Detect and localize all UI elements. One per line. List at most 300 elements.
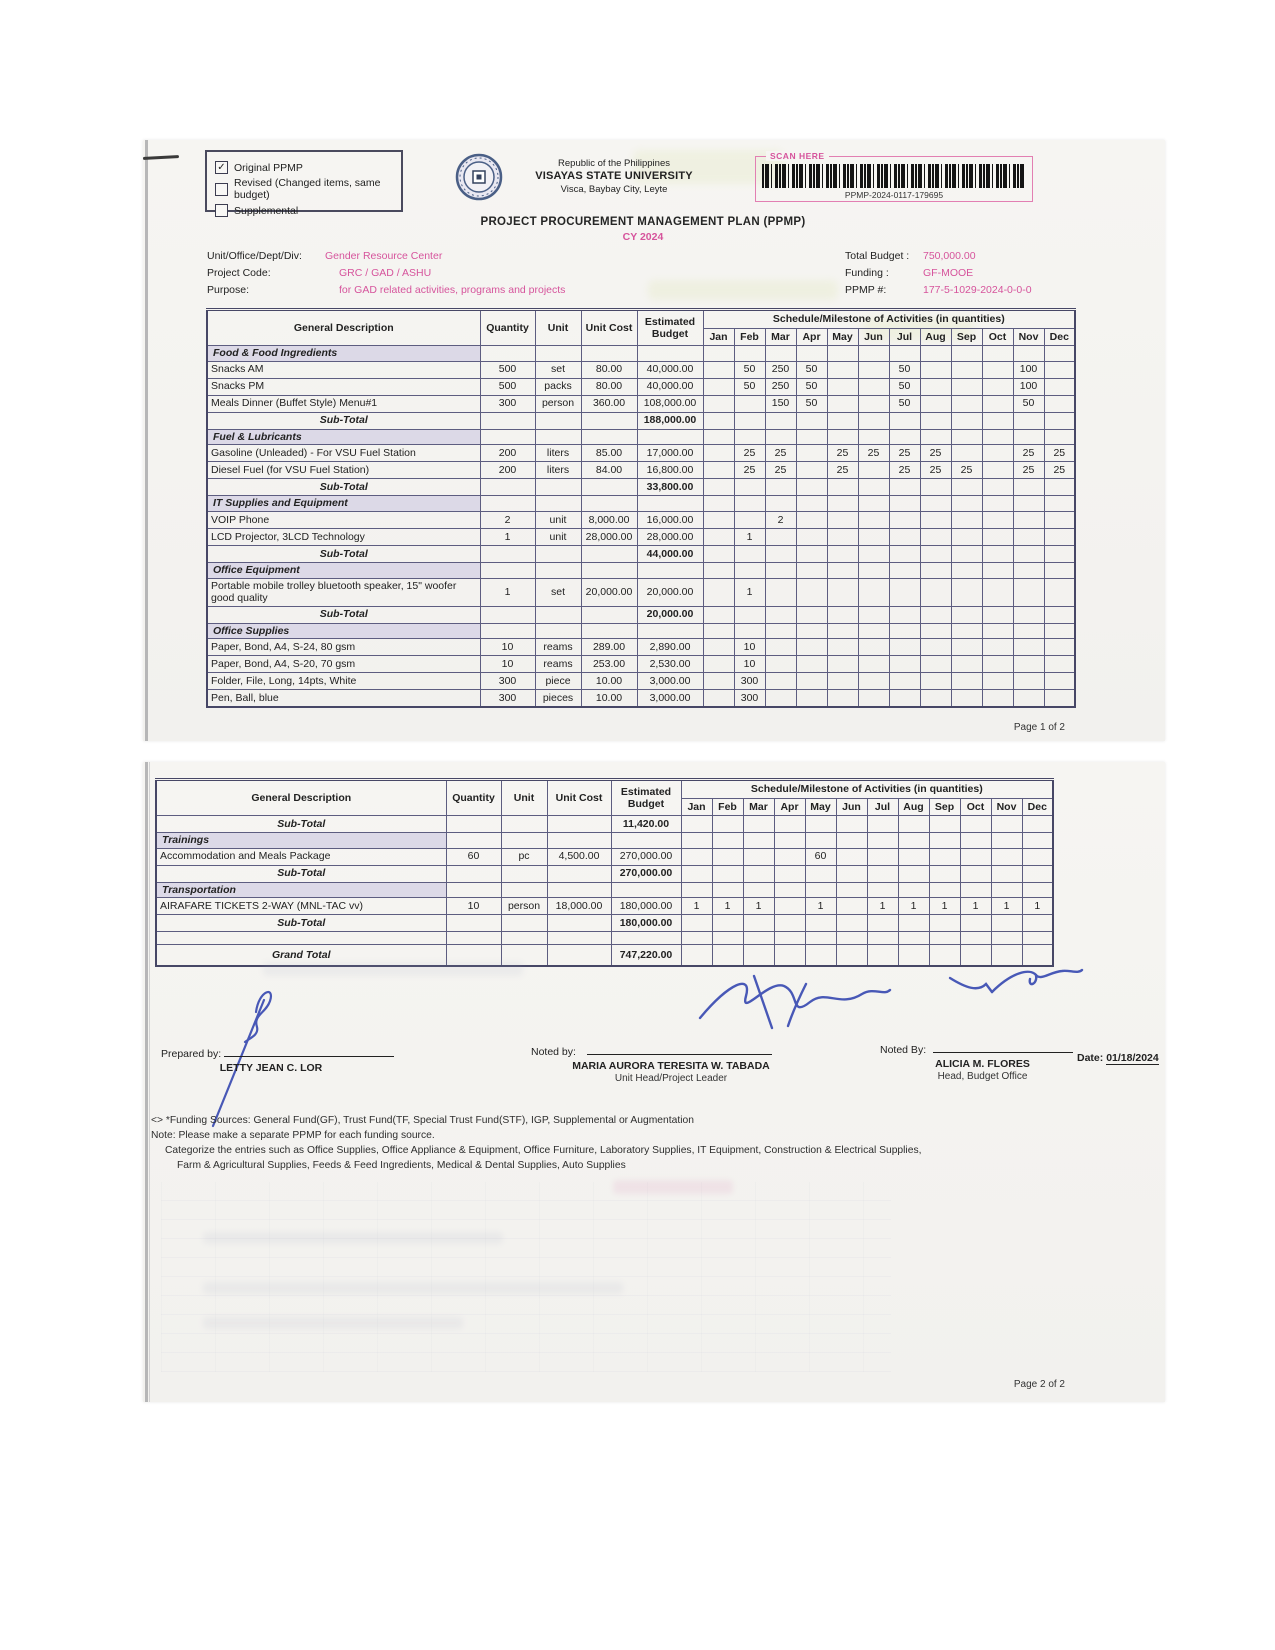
noted-by-block-1	[531, 1042, 811, 1084]
empty-cell	[501, 816, 547, 833]
month-quantity-cell	[703, 361, 734, 378]
month-quantity-cell	[951, 378, 982, 395]
month-cell	[920, 623, 951, 639]
month-cell	[867, 816, 898, 833]
empty-cell	[712, 932, 743, 945]
empty-cell	[581, 606, 637, 623]
month-cell	[982, 346, 1013, 362]
month-cell	[982, 545, 1013, 562]
empty-cell	[637, 429, 703, 445]
month-quantity-cell	[796, 639, 827, 656]
month-quantity-cell	[1044, 639, 1075, 656]
total-amount-cell: 270,000.00	[611, 865, 681, 882]
empty-cell	[898, 932, 929, 945]
total-label-cell: Sub-Total	[207, 479, 480, 496]
month-quantity-cell	[858, 378, 889, 395]
empty-cell	[637, 346, 703, 362]
empty-cell	[805, 932, 836, 945]
month-cell	[858, 545, 889, 562]
bleed-through-ghost	[203, 1282, 623, 1294]
month-quantity-cell	[920, 511, 951, 528]
signature-line	[933, 1040, 1073, 1053]
month-cell	[712, 915, 743, 932]
total-label-cell: Sub-Total	[156, 865, 446, 882]
month-quantity-cell	[982, 361, 1013, 378]
empty-cell	[480, 346, 535, 362]
unit-cost-cell: 10.00	[581, 690, 637, 707]
ppmp-type-checkbox-panel	[205, 150, 403, 217]
month-quantity-cell	[765, 690, 796, 707]
unit-cell: pc	[501, 848, 547, 865]
month-cell	[867, 833, 898, 849]
meta-value: Gender Resource Center	[325, 250, 443, 262]
empty-cell	[535, 429, 581, 445]
section-row	[207, 346, 1075, 362]
month-cell	[1013, 346, 1044, 362]
month-cell	[827, 623, 858, 639]
month-quantity-cell	[951, 361, 982, 378]
empty-cell	[480, 545, 535, 562]
item-description-cell: AIRAFARE TICKETS 2-WAY (MNL-TAC vv)	[156, 898, 446, 915]
empty-cell	[867, 932, 898, 945]
month-cell	[734, 623, 765, 639]
empty-cell	[535, 412, 581, 429]
month-quantity-cell	[765, 656, 796, 673]
month-quantity-cell	[951, 511, 982, 528]
quantity-cell: 200	[480, 445, 535, 462]
month-cell	[827, 562, 858, 578]
item-description-cell: LCD Projector, 3LCD Technology	[207, 528, 480, 545]
month-quantity-cell	[703, 395, 734, 412]
letterhead-country: Republic of the Philippines	[558, 158, 670, 169]
estimated-budget-cell: 28,000.00	[637, 528, 703, 545]
month-quantity-cell	[703, 673, 734, 690]
total-amount-cell: 747,220.00	[611, 945, 681, 966]
month-cell	[805, 865, 836, 882]
month-quantity-cell	[765, 673, 796, 690]
month-quantity-cell: 100	[1013, 378, 1044, 395]
month-cell	[929, 882, 960, 898]
section-title-cell: IT Supplies and Equipment	[207, 496, 480, 512]
month-cell	[889, 545, 920, 562]
month-quantity-cell	[1044, 378, 1075, 395]
month-quantity-cell: 1	[681, 898, 712, 915]
unit-cell: person	[535, 395, 581, 412]
month-cell	[765, 479, 796, 496]
month-cell	[960, 945, 991, 966]
month-quantity-cell: 150	[765, 395, 796, 412]
month-quantity-cell: 25	[889, 462, 920, 479]
empty-cell	[547, 915, 611, 932]
empty-cell	[637, 562, 703, 578]
noted-by-label: Noted by:	[531, 1046, 576, 1058]
month-quantity-cell	[920, 578, 951, 606]
footnote-line: Categorize the entries such as Office Supplies, Office Appliance & Equipment, Office Furniture, Laboratory Supplies, IT Equipment, Construction & Electrical Supplies,	[165, 1144, 922, 1156]
empty-cell	[547, 816, 611, 833]
month-cell	[1044, 562, 1075, 578]
meta-value: GRC / GAD / ASHU	[339, 266, 432, 279]
checkbox-empty-icon	[215, 183, 228, 196]
empty-cell	[547, 932, 611, 945]
month-header: Nov	[1013, 328, 1044, 346]
meta-value: GF-MOOE	[923, 266, 974, 279]
month-quantity-cell: 60	[805, 848, 836, 865]
month-quantity-cell	[951, 690, 982, 707]
quantity-cell: 10	[480, 656, 535, 673]
item-row	[207, 361, 1075, 378]
signatory-name: MARIA AURORA TERESITA W. TABADA	[572, 1060, 770, 1072]
month-cell	[712, 865, 743, 882]
month-cell	[920, 496, 951, 512]
signatory-name: LETTY JEAN C. LOR	[219, 1062, 323, 1074]
month-quantity-cell: 50	[734, 361, 765, 378]
empty-cell	[535, 479, 581, 496]
section-row	[156, 833, 1053, 849]
month-cell	[1022, 945, 1053, 966]
month-cell	[703, 429, 734, 445]
month-quantity-cell: 25	[1044, 445, 1075, 462]
month-quantity-cell	[920, 395, 951, 412]
month-cell	[734, 429, 765, 445]
empty-cell	[535, 623, 581, 639]
month-cell	[774, 816, 805, 833]
month-quantity-cell: 50	[889, 395, 920, 412]
item-row	[207, 639, 1075, 656]
empty-cell	[501, 833, 547, 849]
empty-cell	[480, 479, 535, 496]
month-header: Nov	[991, 798, 1022, 816]
month-cell	[681, 816, 712, 833]
month-quantity-cell: 1	[1022, 898, 1053, 915]
unit-cost-cell: 289.00	[581, 639, 637, 656]
month-header: Dec	[1022, 798, 1053, 816]
month-header: Aug	[920, 328, 951, 346]
month-cell	[920, 545, 951, 562]
meta-row	[207, 265, 565, 282]
month-quantity-cell	[796, 528, 827, 545]
month-cell	[889, 496, 920, 512]
empty-cell	[581, 479, 637, 496]
month-quantity-cell	[858, 690, 889, 707]
month-header: Jan	[681, 798, 712, 816]
month-cell	[1013, 606, 1044, 623]
item-row	[207, 462, 1075, 479]
total-amount-cell: 11,420.00	[611, 816, 681, 833]
month-quantity-cell	[836, 848, 867, 865]
month-cell	[734, 606, 765, 623]
empty-cell	[611, 833, 681, 849]
month-quantity-cell	[796, 445, 827, 462]
subtotal-row	[156, 816, 1053, 833]
subtotal-row	[156, 865, 1053, 882]
empty-cell	[547, 865, 611, 882]
month-quantity-cell	[703, 511, 734, 528]
unit-cost-cell: 28,000.00	[581, 528, 637, 545]
month-quantity-cell: 25	[827, 462, 858, 479]
month-quantity-cell	[898, 848, 929, 865]
month-quantity-cell	[774, 848, 805, 865]
month-quantity-cell	[889, 578, 920, 606]
month-cell	[898, 816, 929, 833]
empty-cell	[480, 606, 535, 623]
month-quantity-cell	[703, 578, 734, 606]
month-cell	[889, 429, 920, 445]
month-quantity-cell	[889, 656, 920, 673]
month-cell	[951, 545, 982, 562]
month-cell	[836, 882, 867, 898]
month-cell	[836, 816, 867, 833]
procurement-table-page2	[155, 778, 1054, 967]
month-cell	[951, 479, 982, 496]
month-quantity-cell	[765, 639, 796, 656]
month-cell	[858, 623, 889, 639]
total-amount-cell: 188,000.00	[637, 412, 703, 429]
month-cell	[734, 412, 765, 429]
empty-cell	[547, 945, 611, 966]
month-header: Jul	[867, 798, 898, 816]
month-cell	[796, 623, 827, 639]
unit-cell: liters	[535, 462, 581, 479]
total-amount-cell: 20,000.00	[637, 606, 703, 623]
unit-cost-cell: 80.00	[581, 361, 637, 378]
month-quantity-cell	[1013, 690, 1044, 707]
month-quantity-cell: 1	[960, 898, 991, 915]
month-quantity-cell	[889, 511, 920, 528]
month-quantity-cell	[827, 511, 858, 528]
empty-cell	[501, 945, 547, 966]
item-description-cell: Paper, Bond, A4, S-20, 70 gsm	[207, 656, 480, 673]
month-header: Jul	[889, 328, 920, 346]
empty-cell	[581, 429, 637, 445]
checkbox-label: Supplemental	[234, 204, 299, 217]
month-quantity-cell	[703, 445, 734, 462]
empty-cell	[637, 623, 703, 639]
month-cell	[960, 833, 991, 849]
month-quantity-cell	[827, 673, 858, 690]
month-cell	[982, 412, 1013, 429]
signature-ink-flores	[938, 962, 1088, 1012]
month-quantity-cell	[1013, 656, 1044, 673]
month-cell	[920, 479, 951, 496]
month-cell	[827, 412, 858, 429]
empty-cell	[743, 932, 774, 945]
month-quantity-cell	[951, 673, 982, 690]
section-title-cell: Fuel & Lubricants	[207, 429, 480, 445]
month-cell	[951, 562, 982, 578]
month-cell	[982, 623, 1013, 639]
month-cell	[951, 429, 982, 445]
empty-cell	[535, 562, 581, 578]
unit-cell: set	[535, 361, 581, 378]
footnote-line: Note: Please make a separate PPMP for each funding source.	[151, 1129, 435, 1141]
month-cell	[765, 346, 796, 362]
month-cell	[796, 346, 827, 362]
month-quantity-cell	[920, 639, 951, 656]
scanned-page-2	[143, 762, 1165, 1402]
month-cell	[765, 606, 796, 623]
month-cell	[703, 412, 734, 429]
month-cell	[734, 562, 765, 578]
item-row	[207, 673, 1075, 690]
meta-label: Project Code:	[207, 266, 271, 279]
unit-cost-cell: 4,500.00	[547, 848, 611, 865]
month-quantity-cell	[858, 639, 889, 656]
signatory-name: ALICIA M. FLORES	[935, 1058, 1030, 1070]
month-cell	[774, 915, 805, 932]
item-row	[156, 848, 1053, 865]
total-amount-cell: 44,000.00	[637, 545, 703, 562]
month-header: Apr	[796, 328, 827, 346]
estimated-budget-cell: 3,000.00	[637, 690, 703, 707]
month-cell	[805, 915, 836, 932]
letterhead-university-name: VISAYAS STATE UNIVERSITY	[535, 169, 693, 182]
empty-cell	[581, 623, 637, 639]
month-quantity-cell: 25	[1013, 445, 1044, 462]
month-cell	[889, 562, 920, 578]
month-quantity-cell	[1044, 361, 1075, 378]
month-quantity-cell	[920, 378, 951, 395]
subtotal-row	[207, 606, 1075, 623]
unit-cost-cell: 253.00	[581, 656, 637, 673]
month-cell	[796, 606, 827, 623]
month-cell	[1013, 479, 1044, 496]
quantity-cell: 2	[480, 511, 535, 528]
month-cell	[920, 562, 951, 578]
month-quantity-cell	[982, 528, 1013, 545]
month-cell	[982, 562, 1013, 578]
month-quantity-cell	[1022, 848, 1053, 865]
unit-cost-cell: 84.00	[581, 462, 637, 479]
unit-cell: reams	[535, 656, 581, 673]
meta-label: Unit/Office/Dept/Div:	[207, 250, 302, 262]
month-header: Jan	[703, 328, 734, 346]
section-title-cell: Transportation	[156, 882, 446, 898]
month-quantity-cell	[703, 462, 734, 479]
month-quantity-cell	[836, 898, 867, 915]
subtotal-row	[207, 412, 1075, 429]
month-quantity-cell: 1	[734, 528, 765, 545]
month-quantity-cell: 1	[929, 898, 960, 915]
empty-cell	[501, 915, 547, 932]
month-cell	[1022, 882, 1053, 898]
month-quantity-cell	[796, 656, 827, 673]
month-cell	[951, 623, 982, 639]
unit-cost-cell: 18,000.00	[547, 898, 611, 915]
checkbox-checked-icon: ✓	[215, 161, 228, 174]
month-cell	[1013, 562, 1044, 578]
month-quantity-cell: 50	[889, 361, 920, 378]
month-cell	[681, 865, 712, 882]
month-cell	[1044, 496, 1075, 512]
month-cell	[796, 429, 827, 445]
month-quantity-cell	[703, 378, 734, 395]
barcode-number: PPMP-2024-0117-179695	[844, 190, 944, 200]
date-label: Date:	[1077, 1052, 1104, 1064]
checkbox-original-ppmp	[215, 161, 393, 174]
bleed-through-ghost	[161, 1182, 891, 1372]
scanner-edge-shadow	[145, 762, 148, 1402]
checkbox-revised	[215, 177, 393, 201]
month-cell	[929, 833, 960, 849]
unit-cost-cell: 360.00	[581, 395, 637, 412]
month-quantity-cell	[703, 528, 734, 545]
estimated-budget-header: Estimated Budget	[637, 310, 703, 346]
empty-cell	[446, 915, 501, 932]
month-quantity-cell	[743, 848, 774, 865]
item-row	[207, 378, 1075, 395]
quantity-cell: 200	[480, 462, 535, 479]
footnote-line: <> *Funding Sources: General Fund(GF), Trust Fund(TF, Special Trust Fund(STF), IGP, Supplemental or Augmentation	[151, 1115, 694, 1126]
item-description-cell: Diesel Fuel (for VSU Fuel Station)	[207, 462, 480, 479]
month-cell	[991, 945, 1022, 966]
month-quantity-cell	[920, 528, 951, 545]
month-cell	[703, 346, 734, 362]
university-seal-icon	[455, 153, 503, 201]
month-cell	[703, 606, 734, 623]
empty-cell	[501, 865, 547, 882]
month-cell	[796, 496, 827, 512]
month-quantity-cell	[951, 445, 982, 462]
month-cell	[991, 882, 1022, 898]
month-header: Feb	[712, 798, 743, 816]
estimated-budget-cell: 40,000.00	[637, 378, 703, 395]
empty-cell	[446, 865, 501, 882]
month-cell	[796, 479, 827, 496]
month-cell	[929, 865, 960, 882]
month-quantity-cell	[796, 462, 827, 479]
empty-cell	[681, 932, 712, 945]
month-quantity-cell: 50	[734, 378, 765, 395]
total-label-cell: Sub-Total	[156, 915, 446, 932]
unit-cost-header: Unit Cost	[581, 310, 637, 346]
signature-ink-tabada	[688, 970, 898, 1032]
month-quantity-cell	[951, 395, 982, 412]
total-amount-cell: 180,000.00	[611, 915, 681, 932]
month-cell	[858, 346, 889, 362]
signatory-role: Unit Head/Project Leader	[614, 1073, 728, 1084]
month-quantity-cell	[765, 578, 796, 606]
month-quantity-cell	[951, 656, 982, 673]
month-cell	[836, 915, 867, 932]
month-cell	[1013, 496, 1044, 512]
month-quantity-cell	[1044, 578, 1075, 606]
signature-line	[587, 1042, 772, 1055]
signatory-role: Head, Budget Office	[937, 1071, 1028, 1082]
meta-label: Purpose:	[207, 283, 250, 296]
unit-cost-cell: 10.00	[581, 673, 637, 690]
month-cell	[1013, 545, 1044, 562]
month-cell	[743, 882, 774, 898]
month-cell	[1044, 429, 1075, 445]
month-quantity-cell	[982, 462, 1013, 479]
item-description-cell: Snacks AM	[207, 361, 480, 378]
item-row	[207, 528, 1075, 545]
quantity-cell: 1	[480, 528, 535, 545]
unit-header: Unit	[535, 310, 581, 346]
noted-by-label: Noted By:	[880, 1044, 927, 1056]
unit-cost-cell: 80.00	[581, 378, 637, 395]
estimated-budget-cell: 180,000.00	[611, 898, 681, 915]
empty-cell	[547, 833, 611, 849]
month-quantity-cell	[1044, 690, 1075, 707]
month-header: Jun	[858, 328, 889, 346]
month-quantity-cell	[1013, 578, 1044, 606]
unit-cost-cell: 8,000.00	[581, 511, 637, 528]
month-cell	[951, 346, 982, 362]
month-cell	[765, 412, 796, 429]
meta-label: PPMP #:	[845, 283, 887, 296]
page-number-label: Page 2 of 2	[1013, 1379, 1065, 1390]
